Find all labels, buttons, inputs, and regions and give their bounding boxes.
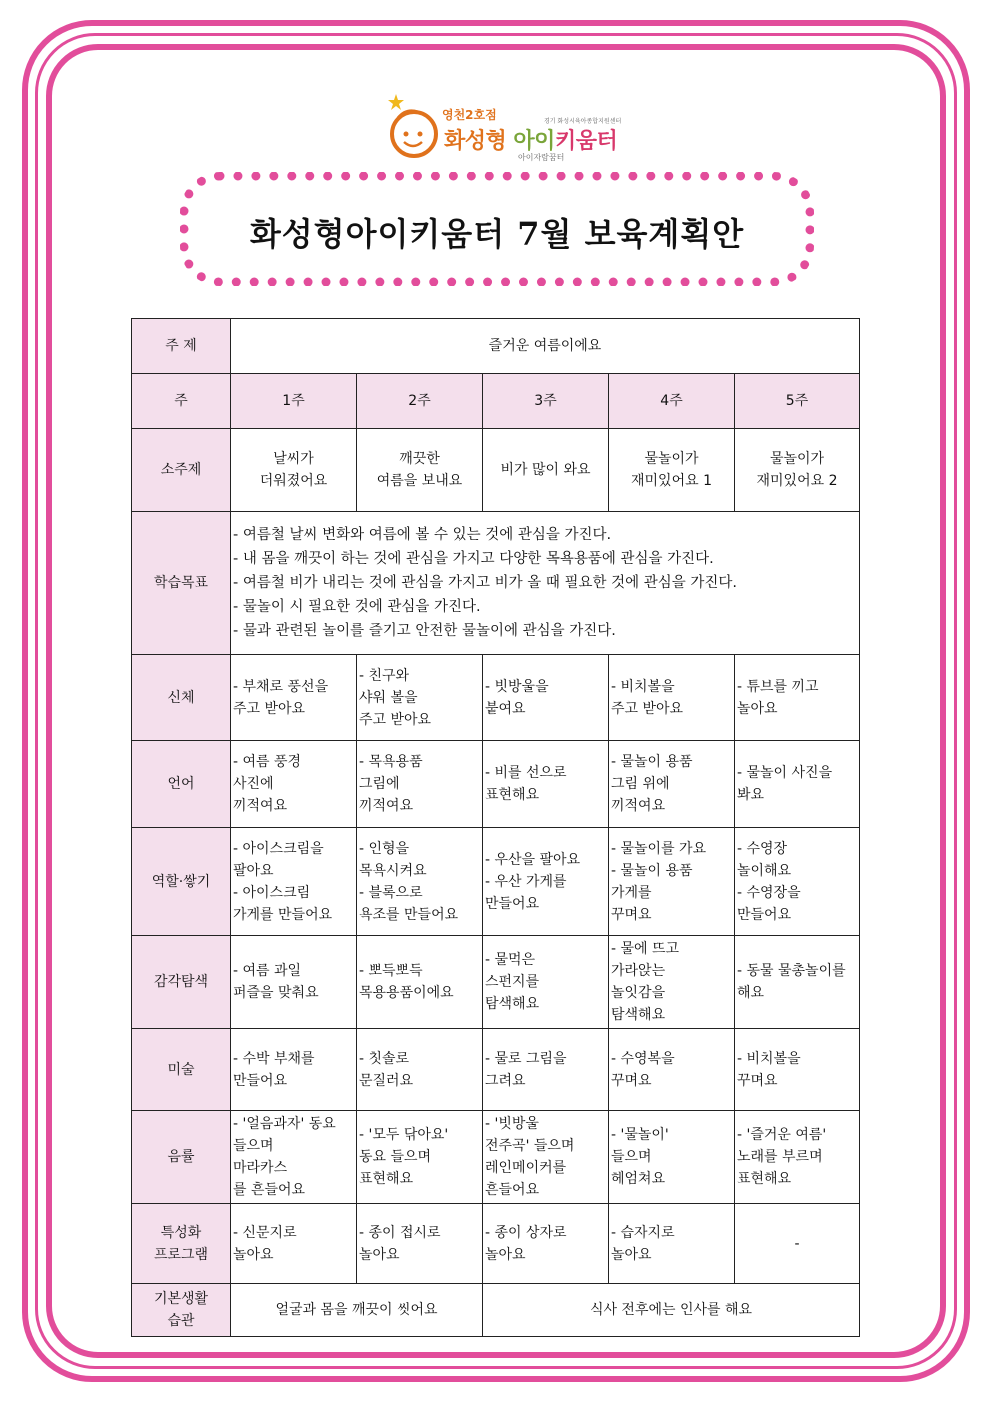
activity-cell: - 여름 풍경 사진에 끼적여요 xyxy=(231,741,357,828)
activity-cell: - '모두 닦아요' 동요 들으며 표현해요 xyxy=(357,1111,483,1204)
activity-row xyxy=(132,655,860,741)
row-label: 신체 xyxy=(132,655,231,741)
logo-name: 화성형 아이키움터 xyxy=(444,129,618,154)
row-label: 언어 xyxy=(132,741,231,828)
subtheme-cell: 물놀이가 재미있어요 2 xyxy=(735,429,860,512)
activity-cell: - 물먹은 스펀지를 탐색해요 xyxy=(483,936,609,1029)
habit-cell: 얼굴과 몸을 깨끗이 씻어요 xyxy=(231,1284,483,1337)
goals-row xyxy=(132,512,860,655)
activity-cell: - 물놀이 용품 그림 위에 끼적여요 xyxy=(609,741,735,828)
activity-cell: - 물놀이를 가요 - 물놀이 용품 가게를 꾸며요 xyxy=(609,828,735,936)
week-label: 주 xyxy=(132,374,231,429)
activity-row xyxy=(132,741,860,828)
activity-row xyxy=(132,936,860,1029)
activity-cell: - 튜브를 끼고 놀아요 xyxy=(735,655,860,741)
logo-branch-text: 영천2호점 xyxy=(442,108,497,122)
week-row xyxy=(132,374,860,429)
activity-row xyxy=(132,1111,860,1204)
week-header: 5주 xyxy=(735,374,860,429)
activity-cell: - 인형을 목욕시켜요 - 블록으로 욕조를 만들어요 xyxy=(357,828,483,936)
activity-row xyxy=(132,1204,860,1284)
activity-cell: - xyxy=(735,1204,860,1284)
activity-cell: - 수영복을 꾸며요 xyxy=(609,1029,735,1111)
activity-cell: - 동물 물총놀이를 해요 xyxy=(735,936,860,1029)
row-label: 미술 xyxy=(132,1029,231,1111)
theme-row xyxy=(132,319,860,374)
goal-item: - 물놀이 시 필요한 것에 관심을 가진다. xyxy=(233,599,481,615)
subtheme-label: 소주제 xyxy=(132,429,231,512)
plan-table xyxy=(131,318,860,1337)
activity-cell: - 칫솔로 문질러요 xyxy=(357,1029,483,1111)
title-box xyxy=(180,172,814,286)
activity-cell: - 여름 과일 퍼즐을 맞춰요 xyxy=(231,936,357,1029)
subtheme-cell: 물놀이가 재미있어요 1 xyxy=(609,429,735,512)
activity-cell: - 종이 상자로 놀아요 xyxy=(483,1204,609,1284)
theme-label: 주 제 xyxy=(132,319,231,374)
activity-cell: - 종이 접시로 놀아요 xyxy=(357,1204,483,1284)
activity-row xyxy=(132,828,860,936)
activity-cell: - 비치볼을 주고 받아요 xyxy=(609,655,735,741)
logo-sub-text: 아이자람꿈터 xyxy=(518,153,565,162)
row-label: 음률 xyxy=(132,1111,231,1204)
row-label: 역할·쌓기 xyxy=(132,828,231,936)
logo xyxy=(384,90,634,170)
habit-cell: 식사 전후에는 인사를 해요 xyxy=(483,1284,860,1337)
activity-cell: - '물놀이' 들으며 헤엄쳐요 xyxy=(609,1111,735,1204)
week-header: 1주 xyxy=(231,374,357,429)
subtheme-cell: 날씨가 더워졌어요 xyxy=(231,429,357,512)
week-header: 2주 xyxy=(357,374,483,429)
activity-cell: - 물에 뜨고 가라앉는 놀잇감을 탐색해요 xyxy=(609,936,735,1029)
activity-cell: - 아이스크림을 팔아요 - 아이스크림 가게를 만들어요 xyxy=(231,828,357,936)
theme-value: 즐거운 여름이에요 xyxy=(231,319,860,374)
activity-cell: - 물놀이 사진을 봐요 xyxy=(735,741,860,828)
goals-cell xyxy=(231,512,860,655)
row-label: 감각탐색 xyxy=(132,936,231,1029)
logo-center-text: 경기 화성시육아종합지원센터 xyxy=(544,118,622,125)
goal-item: - 내 몸을 깨끗이 하는 것에 관심을 가지고 다양한 목욕용품에 관심을 가진다. xyxy=(233,551,714,567)
activity-cell: - 우산을 팔아요 - 우산 가게를 만들어요 xyxy=(483,828,609,936)
subtheme-row xyxy=(132,429,860,512)
activity-cell: - 물로 그림을 그려요 xyxy=(483,1029,609,1111)
week-header: 4주 xyxy=(609,374,735,429)
activity-cell: - '얼음과자' 동요 들으며 마라카스 를 흔들어요 xyxy=(231,1111,357,1204)
activity-cell: - 비를 선으로 표현해요 xyxy=(483,741,609,828)
activity-cell: - 목욕용품 그림에 끼적여요 xyxy=(357,741,483,828)
subtheme-cell: 깨끗한 여름을 보내요 xyxy=(357,429,483,512)
subtheme-cell: 비가 많이 와요 xyxy=(483,429,609,512)
activity-cell: - 비치볼을 꾸며요 xyxy=(735,1029,860,1111)
activity-cell: - '빗방울 전주곡' 들으며 레인메이커를 흔들어요 xyxy=(483,1111,609,1204)
habit-row xyxy=(132,1284,860,1337)
activity-cell: - 빗방울을 붙여요 xyxy=(483,655,609,741)
activity-cell: - 친구와 샤워 볼을 주고 받아요 xyxy=(357,655,483,741)
goal-item: - 여름철 비가 내리는 것에 관심을 가지고 비가 올 때 필요한 것에 관심을 가진다. xyxy=(233,575,737,591)
goal-item: - 여름철 날씨 변화와 여름에 볼 수 있는 것에 관심을 가진다. xyxy=(233,527,612,543)
activity-cell: - 신문지로 놀아요 xyxy=(231,1204,357,1284)
activity-cell: - 뽀득뽀득 목용용품이에요 xyxy=(357,936,483,1029)
activity-cell: - 부채로 풍선을 주고 받아요 xyxy=(231,655,357,741)
page-title: 화성형아이키움터 7월 보육계획안 xyxy=(249,215,745,253)
activity-row xyxy=(132,1029,860,1111)
activity-cell: - '즐거운 여름' 노래를 부르며 표현해요 xyxy=(735,1111,860,1204)
activity-cell: - 수박 부채를 만들어요 xyxy=(231,1029,357,1111)
habit-label: 기본생활 습관 xyxy=(132,1284,231,1337)
activity-cell: - 수영장 놀이해요 - 수영장을 만들어요 xyxy=(735,828,860,936)
activity-cell: - 습자지로 놀아요 xyxy=(609,1204,735,1284)
goal-item: - 물과 관련된 놀이를 즐기고 안전한 물놀이에 관심을 가진다. xyxy=(233,623,616,639)
week-header: 3주 xyxy=(483,374,609,429)
goals-label: 학습목표 xyxy=(132,512,231,655)
row-label: 특성화 프로그램 xyxy=(132,1204,231,1284)
